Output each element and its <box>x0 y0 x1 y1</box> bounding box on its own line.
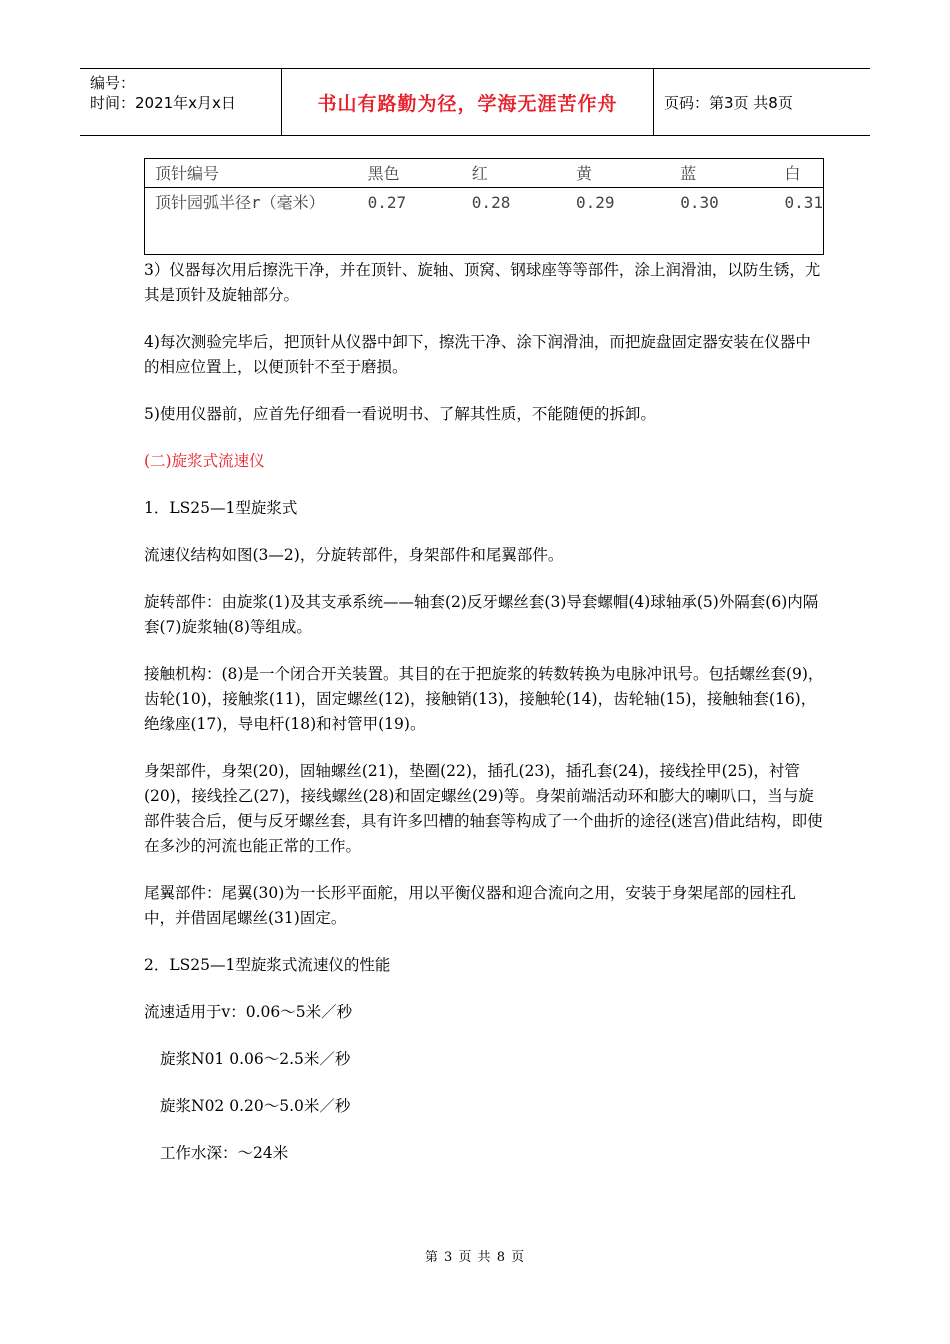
table-cell: 0.31 <box>784 193 823 212</box>
section-heading: (二)旋浆式流速仪 <box>144 452 265 470</box>
table-row <box>145 159 824 188</box>
paragraph: 身架部件，身架(20)，固轴螺丝(21)，垫圈(22)，插孔(23)，插孔套(24)，接线拴甲(25)，衬管(20)，接线拴乙(27)，接线螺丝(28)和固定螺丝(29)等。身架前端活动环和膨大的喇叭口，当与旋部件装合后，便与反牙螺丝套，具有许多凹槽的轴套等构成了一个曲折的途径(迷宫)借此结构，即使在多沙的河流也能正常的工作。 <box>144 762 823 855</box>
paragraph: 1．LS25—1型旋浆式 <box>144 499 298 517</box>
header-meta <box>80 69 282 135</box>
paragraph: 尾翼部件：尾翼(30)为一长形平面舵，用以平衡仪器和迎合流向之用，安装于身架尾部的园柱孔中，并借固尾螺丝(31)固定。 <box>144 884 796 927</box>
table-cell: 0.30 <box>680 193 719 212</box>
body-content <box>144 258 824 1166</box>
paragraph: 工作水深：～24米 <box>160 1144 289 1162</box>
motto-text: 书山有路勤为径，学海无涯苦作舟 <box>317 92 618 115</box>
table-cell: 顶针编号 <box>145 159 358 188</box>
paragraph: 旋浆N02 0.20～5.0米／秒 <box>160 1097 351 1115</box>
paragraph: 旋转部件：由旋浆(1)及其支承系统——轴套(2)反牙螺丝套(3)导套螺帽(4)球轴承(5)外隔套(6)内隔套(7)旋浆轴(8)等组成。 <box>144 593 819 636</box>
table-cell: 0.27 <box>367 193 407 212</box>
paragraph: 4)每次测验完毕后，把顶针从仪器中卸下，擦洗干净、涂下润滑油，而把旋盘固定器安装在仪器中的相应位置上，以便顶针不至于磨损。 <box>144 333 811 376</box>
page-footer: 第 3 页 共 8 页 <box>424 1250 526 1265</box>
paragraph: 接触机构：(8)是一个闭合开关装置。其目的在于把旋浆的转数转换为电脉冲讯号。包括螺丝套(9)，齿轮(10)，接触浆(11)，固定螺丝(12)，接触销(13)，接触轮(14)，齿轮轴(15)，接触轴套(16)，绝缘座(17)，导电杆(18)和衬管甲(19)。 <box>144 665 824 733</box>
paragraph: 2．LS25—1型旋浆式流速仪的性能 <box>144 956 391 974</box>
table-cell: 黄 <box>566 159 670 188</box>
table-cell: 顶针园弧半径r（毫米） <box>155 193 325 212</box>
paragraph: 旋浆N01 0.06～2.5米／秒 <box>160 1050 351 1068</box>
page-label: 页码：第3页 共8页 <box>664 93 793 112</box>
paragraph: 5)使用仪器前，应首先仔细看一看说明书、了解其性质，不能随便的拆卸。 <box>144 405 656 423</box>
page-header <box>80 68 870 136</box>
header-motto <box>282 69 654 135</box>
number-label: 编号： <box>90 74 136 92</box>
table-row <box>145 188 824 255</box>
pin-radius-table <box>144 158 824 255</box>
table-cell: 蓝 <box>670 159 774 188</box>
table-cell: 白 <box>774 159 823 188</box>
paragraph: 流速适用于v：0.06～5米／秒 <box>144 1003 353 1021</box>
paragraph: 3）仪器每次用后擦洗干净，并在顶针、旋轴、顶窝、钢球座等等部件，涂上润滑油，以防生锈，尤其是顶针及旋轴部分。 <box>144 261 821 304</box>
header-page <box>654 69 870 135</box>
table-cell: 0.28 <box>471 193 511 212</box>
table-cell: 黑色 <box>358 159 462 188</box>
date-label: 时间：2021年x月x日 <box>90 94 236 112</box>
paragraph: 流速仪结构如图(3—2)，分旋转部件，身架部件和尾翼部件。 <box>144 546 564 564</box>
table-cell: 0.29 <box>576 193 615 212</box>
table-cell: 红 <box>462 159 566 188</box>
